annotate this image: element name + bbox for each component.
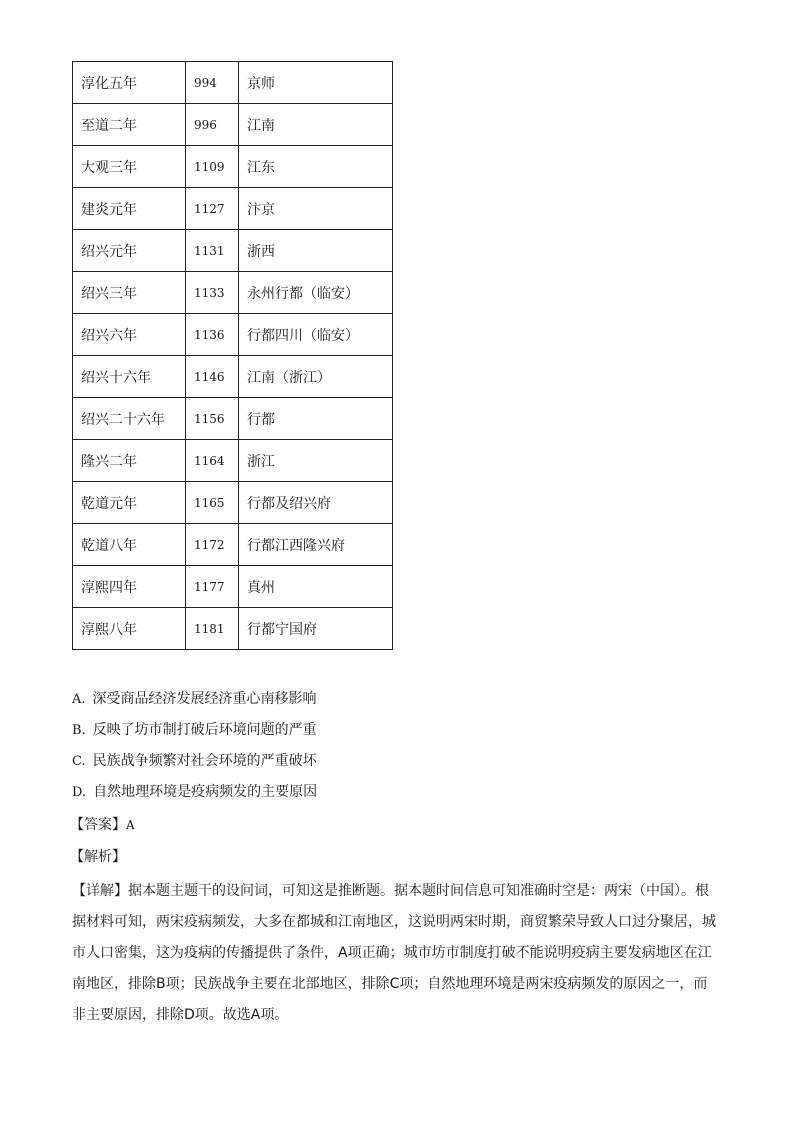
era-cell: 绍兴十六年 — [73, 356, 186, 398]
option-item — [72, 750, 317, 781]
year-cell: 1165 — [186, 482, 239, 524]
era-cell: 乾道八年 — [73, 524, 186, 566]
era-cell: 绍兴二十六年 — [73, 398, 186, 440]
option-letter: A. — [72, 692, 86, 707]
place-cell: 江南 — [239, 104, 393, 146]
table-row — [73, 146, 393, 188]
answer-options — [72, 688, 317, 812]
era-cell: 淳化五年 — [73, 62, 186, 104]
year-cell: 1181 — [186, 608, 239, 650]
place-cell: 汴京 — [239, 188, 393, 230]
table-row — [73, 482, 393, 524]
year-cell: 1127 — [186, 188, 239, 230]
place-cell: 行都江西隆兴府 — [239, 524, 393, 566]
year-cell: 1172 — [186, 524, 239, 566]
table-row — [73, 230, 393, 272]
option-item — [72, 781, 317, 812]
year-cell: 1164 — [186, 440, 239, 482]
option-text: 自然地理环境是疫病频发的主要原因 — [93, 784, 318, 800]
table-row — [73, 104, 393, 146]
detail-line: 非主要原因，排除D项。故选A项。 — [72, 1007, 289, 1023]
year-cell: 1109 — [186, 146, 239, 188]
place-cell: 江南（浙江） — [239, 356, 393, 398]
option-text: 民族战争频繁对社会环境的严重破坏 — [92, 753, 317, 769]
option-text: 反映了坊市制打破后环境问题的严重 — [92, 722, 317, 738]
place-cell: 永州行都（临安） — [239, 272, 393, 314]
table-row — [73, 314, 393, 356]
era-cell: 绍兴六年 — [73, 314, 186, 356]
place-cell: 浙西 — [239, 230, 393, 272]
place-cell: 浙江 — [239, 440, 393, 482]
place-cell: 行都及绍兴府 — [239, 482, 393, 524]
table-row — [73, 62, 393, 104]
era-cell: 淳熙八年 — [73, 608, 186, 650]
era-cell: 至道二年 — [73, 104, 186, 146]
table-row — [73, 440, 393, 482]
year-cell: 1156 — [186, 398, 239, 440]
place-cell: 江东 — [239, 146, 393, 188]
answer-line — [70, 814, 135, 834]
place-cell: 行都四川（临安） — [239, 314, 393, 356]
era-cell: 大观三年 — [73, 146, 186, 188]
option-text: 深受商品经济发展经济重心南移影响 — [92, 691, 317, 707]
era-cell: 乾道元年 — [73, 482, 186, 524]
table-row — [73, 356, 393, 398]
detail-line: 南地区，排除B项；民族战争主要在北部地区，排除C项；自然地理环境是两宋疫病频发的原因之一，而 — [72, 976, 708, 992]
table-row — [73, 188, 393, 230]
option-item — [72, 719, 317, 750]
year-cell: 1146 — [186, 356, 239, 398]
table-row — [73, 608, 393, 650]
place-cell: 真州 — [239, 566, 393, 608]
table-row — [73, 398, 393, 440]
epidemic-table — [72, 61, 393, 650]
option-letter: C. — [72, 754, 86, 769]
year-cell: 1133 — [186, 272, 239, 314]
detail-line: 据材料可知，两宋疫病频发，大多在都城和江南地区，这说明两宋时期，商贸繁荣导致人口过分聚居，城 — [72, 914, 716, 930]
answer-tag: 【答案】 — [70, 817, 126, 833]
detail-explanation — [72, 876, 722, 1031]
place-cell: 行都 — [239, 398, 393, 440]
year-cell: 1131 — [186, 230, 239, 272]
year-cell: 1177 — [186, 566, 239, 608]
table-row — [73, 566, 393, 608]
year-cell: 1136 — [186, 314, 239, 356]
era-cell: 淳熙四年 — [73, 566, 186, 608]
detail-line: 市人口密集，这为疫病的传播提供了条件，A项正确；城市坊市制度打破不能说明疫病主要发病地区在江 — [72, 945, 712, 961]
table-row — [73, 272, 393, 314]
option-letter: B. — [72, 723, 86, 738]
place-cell: 行都宁国府 — [239, 608, 393, 650]
analysis-tag: 【解析】 — [70, 849, 126, 865]
analysis-line — [70, 846, 126, 866]
era-cell: 建炎元年 — [73, 188, 186, 230]
table-body — [73, 62, 393, 650]
year-cell: 996 — [186, 104, 239, 146]
year-cell: 994 — [186, 62, 239, 104]
table-row — [73, 524, 393, 566]
option-item — [72, 688, 317, 719]
option-letter: D. — [72, 785, 87, 800]
era-cell: 隆兴二年 — [73, 440, 186, 482]
detail-line: 【详解】据本题主题干的设问词，可知这是推断题。据本题时间信息可知准确时空是：两宋（中国）。根 — [72, 883, 709, 899]
place-cell: 京师 — [239, 62, 393, 104]
era-cell: 绍兴元年 — [73, 230, 186, 272]
era-cell: 绍兴三年 — [73, 272, 186, 314]
answer-value: A — [126, 818, 135, 832]
